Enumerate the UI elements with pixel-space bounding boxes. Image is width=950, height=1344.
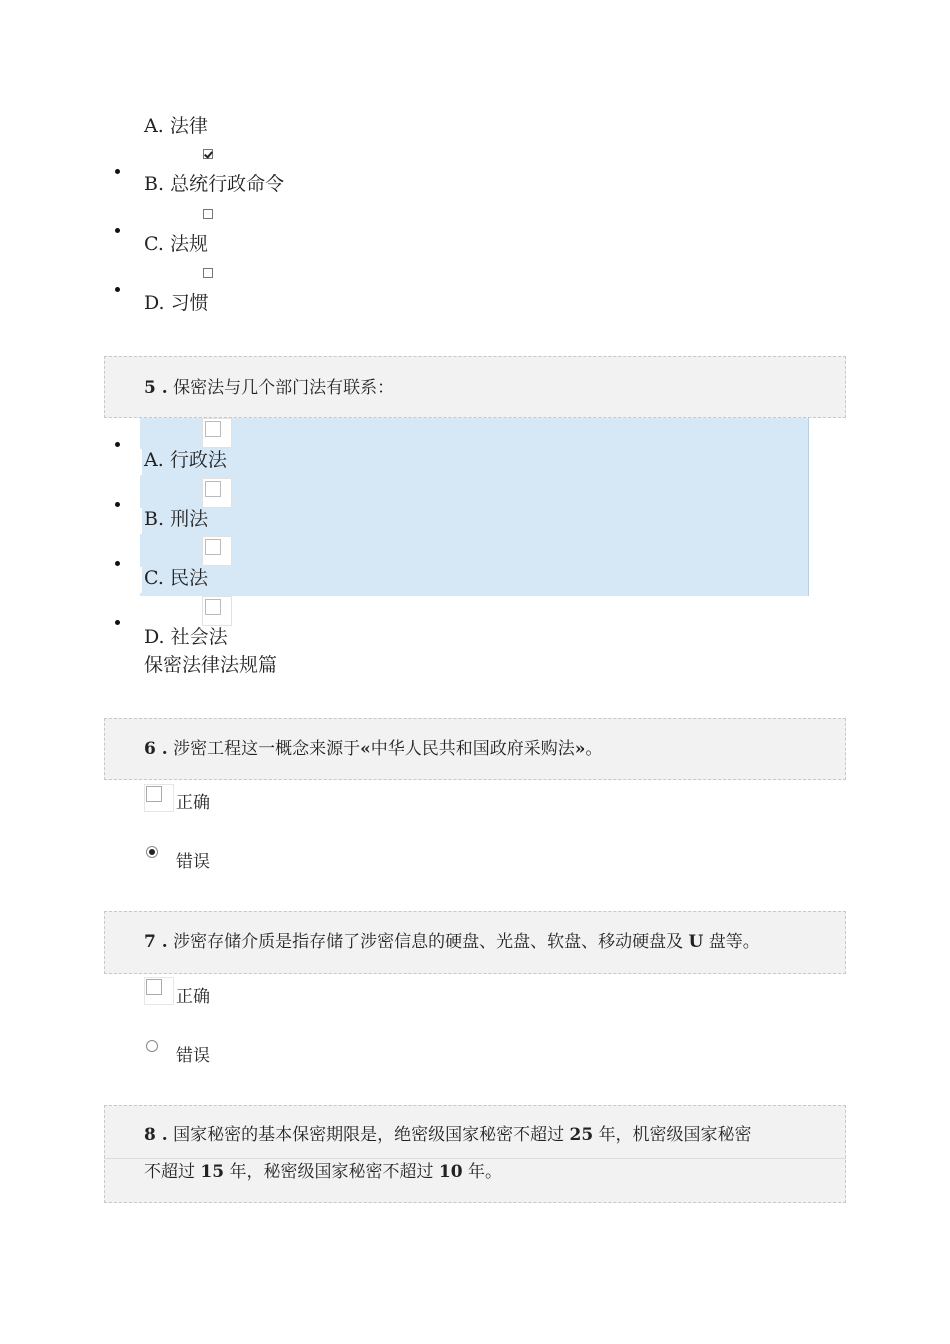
- q6-false-radio[interactable]: [146, 846, 158, 858]
- q5-option-c-checkbox[interactable]: [202, 536, 232, 566]
- q5-option-a[interactable]: A. 行政法: [144, 449, 227, 471]
- highlight-notch: [115, 449, 142, 475]
- question-8-text-line1: 8 . 国家秘密的基本保密期限是，绝密级国家秘密不超过 25 年，机密级国家秘密: [144, 1125, 752, 1145]
- q5-option-d-checkbox[interactable]: [202, 596, 232, 626]
- q7-true-label[interactable]: 正确: [176, 987, 210, 1007]
- q4-option-a: A. 法律: [144, 115, 208, 137]
- q4-option-c: C. 法规: [144, 233, 208, 255]
- list-bullet: [115, 228, 120, 233]
- q4-option-b: B. 总统行政命令: [144, 173, 285, 195]
- divider: [104, 1158, 846, 1159]
- q5-option-d[interactable]: D. 社会法: [144, 626, 228, 648]
- q6-true-label[interactable]: 正确: [176, 793, 210, 813]
- q4-option-d: D. 习惯: [144, 292, 209, 314]
- list-bullet: [115, 287, 120, 292]
- q4-option-c-checkbox[interactable]: [203, 209, 213, 219]
- question-5-text: 5 . 保密法与几个部门法有联系：: [144, 378, 395, 398]
- section-label: 保密法律法规篇: [144, 654, 278, 676]
- q7-true-checkbox[interactable]: [144, 977, 174, 1005]
- highlight-notch: [115, 508, 142, 534]
- list-bullet: [115, 620, 120, 625]
- question-8-text-line2: 不超过 15 年，秘密级国家秘密不超过 10 年。: [144, 1162, 502, 1182]
- list-bullet: [115, 169, 120, 174]
- q5-option-b-checkbox[interactable]: [202, 478, 232, 508]
- q6-true-checkbox[interactable]: [144, 784, 174, 812]
- list-bullet: [115, 442, 120, 447]
- q6-false-label[interactable]: 错误: [176, 852, 210, 872]
- highlight-notch: [115, 567, 142, 593]
- list-bullet: [115, 502, 120, 507]
- selected-options-highlight: [140, 418, 809, 596]
- q5-option-c[interactable]: C. 民法: [144, 567, 208, 589]
- q5-option-a-checkbox[interactable]: [202, 418, 232, 448]
- question-6-text: 6 . 涉密工程这一概念来源于«中华人民共和国政府采购法»。: [144, 739, 603, 759]
- q4-option-d-checkbox[interactable]: [203, 268, 213, 278]
- q7-false-radio[interactable]: [146, 1040, 158, 1052]
- question-8-header: [104, 1105, 846, 1203]
- q7-false-label[interactable]: 错误: [176, 1046, 210, 1066]
- q5-option-b[interactable]: B. 刑法: [144, 508, 209, 530]
- q4-option-b-checkbox[interactable]: [203, 149, 213, 159]
- question-7-text: 7 . 涉密存储介质是指存储了涉密信息的硬盘、光盘、软盘、移动硬盘及 U 盘等。: [144, 932, 760, 952]
- list-bullet: [115, 561, 120, 566]
